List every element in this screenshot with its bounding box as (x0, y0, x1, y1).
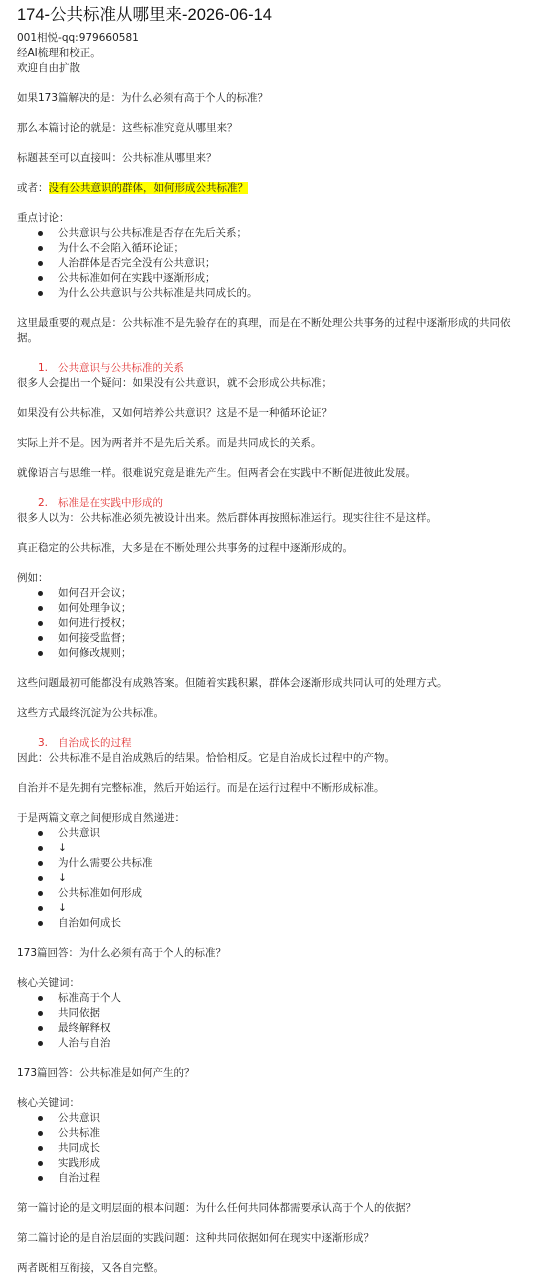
list-item: 最终解释权 (17, 1021, 531, 1036)
share-note: 欢迎自由扩散 (17, 62, 80, 74)
closing-paragraph: 第二篇讨论的是自治层面的实践问题：这种共同依据如何在现实中逐渐形成？ (17, 1232, 374, 1244)
list-item: 人治群体是否完全没有公共意识； (17, 256, 531, 271)
list-item: 如何修改规则； (17, 646, 531, 661)
intro-question-2: 那么本篇讨论的就是：这些标准究竟从哪里来？ (17, 122, 238, 134)
section-title: 公共意识与公共标准的关系 (58, 362, 184, 374)
section-heading-2 (17, 496, 531, 511)
paragraph: 这些方式最终沉淀为公共标准。 (17, 707, 164, 719)
section-number: 1. (38, 362, 49, 374)
list-item: 为什么公共意识与公共标准是共同成长的。 (17, 286, 531, 301)
list-item: 如何处理争议； (17, 601, 531, 616)
author-line: 001相悦-qq:979660581 (17, 32, 139, 44)
keywords-list-173 (17, 991, 531, 1051)
intro-question-1: 如果173篇解决的是：为什么必须有高于个人的标准？ (17, 92, 269, 104)
paragraph: 这些问题最初可能都没有成熟答案。但随着实践积累，群体会逐渐形成共同认可的处理方式。 (17, 677, 448, 689)
section-title: 标准是在实践中形成的 (58, 497, 163, 509)
arrow-down-item: ↓ (17, 841, 531, 856)
paragraph: 因此：公共标准不是自治成熟后的结果。恰恰相反。它是自治成长过程中的产物。 (17, 752, 395, 764)
list-item: 公共意识 (17, 1111, 531, 1126)
list-item: 公共意识与公共标准是否存在先后关系； (17, 226, 531, 241)
list-item: 如何进行授权； (17, 616, 531, 631)
arrow-down-item: ↓ (17, 871, 531, 886)
paragraph: 很多人会提出一个疑问：如果没有公共意识，就不会形成公共标准； (17, 377, 332, 389)
example-label: 例如： (17, 572, 49, 584)
alternative-prefix: 或者： (17, 182, 49, 194)
keywords-label: 核心关键词： (17, 977, 80, 989)
intro-question-3: 标题甚至可以直接叫：公共标准从哪里来？ (17, 152, 217, 164)
example-list (17, 586, 531, 661)
arrow-down-item: ↓ (17, 901, 531, 916)
paragraph: 就像语言与思维一样。很难说究竟是谁先产生。但两者会在实践中不断促进彼此发展。 (17, 467, 416, 479)
list-item: 自治过程 (17, 1171, 531, 1186)
intro-alternative (17, 181, 531, 196)
progression-list (17, 826, 531, 931)
chain-label: 于是两篇文章之间便形成自然递进： (17, 812, 185, 824)
list-item: 标准高于个人 (17, 991, 531, 1006)
closing-paragraph: 两者既相互衔接，又各自完整。 (17, 1262, 164, 1274)
highlighted-question: 没有公共意识的群体，如何形成公共标准？ (48, 182, 248, 194)
list-item: 人治与自治 (17, 1036, 531, 1051)
list-item: 共同依据 (17, 1006, 531, 1021)
focus-list (17, 226, 531, 301)
list-item: 公共标准 (17, 1126, 531, 1141)
section-heading-1 (17, 361, 531, 376)
focus-label: 重点讨论： (17, 212, 70, 224)
list-item: 如何接受监督； (17, 631, 531, 646)
keywords-list-174 (17, 1111, 531, 1186)
ai-note: 经AI梳理和校正。 (17, 47, 101, 59)
list-item: 为什么需要公共标准 (17, 856, 531, 871)
list-item: 公共标准如何形成 (17, 886, 531, 901)
section-number: 3. (38, 737, 49, 749)
list-item: 如何召开会议； (17, 586, 531, 601)
section-title: 自治成长的过程 (58, 737, 132, 749)
list-item: 公共标准如何在实践中逐渐形成； (17, 271, 531, 286)
paragraph: 自治并不是先拥有完整标准，然后开始运行。而是在运行过程中不断形成标准。 (17, 782, 385, 794)
keywords-label: 核心关键词： (17, 1097, 80, 1109)
answer-173: 173篇回答：为什么必须有高于个人的标准？ (17, 947, 227, 959)
section-number: 2. (38, 497, 49, 509)
list-item: 公共意识 (17, 826, 531, 841)
section-heading-3 (17, 736, 531, 751)
paragraph: 如果没有公共标准，又如何培养公共意识？这是不是一种循环论证？ (17, 407, 332, 419)
closing-paragraph: 第一篇讨论的是文明层面的根本问题：为什么任何共同体都需要承认高于个人的依据？ (17, 1202, 416, 1214)
main-point: 这里最重要的观点是：公共标准不是先验存在的真理，而是在不断处理公共事务的过程中逐渐形成的共同依据。 (17, 317, 511, 344)
paragraph: 真正稳定的公共标准，大多是在不断处理公共事务的过程中逐渐形成的。 (17, 542, 353, 554)
answer-174: 173篇回答：公共标准是如何产生的？ (17, 1067, 195, 1079)
list-item: 实践形成 (17, 1156, 531, 1171)
paragraph: 很多人以为：公共标准必须先被设计出来。然后群体再按照标准运行。现实往往不是这样。 (17, 512, 437, 524)
list-item: 为什么不会陷入循环论证； (17, 241, 531, 256)
list-item: 共同成长 (17, 1141, 531, 1156)
list-item: 自治如何成长 (17, 916, 531, 931)
document-title: 174-公共标准从哪里来-2026-06-14 (17, 6, 272, 24)
paragraph: 实际上并不是。因为两者并不是先后关系。而是共同成长的关系。 (17, 437, 322, 449)
